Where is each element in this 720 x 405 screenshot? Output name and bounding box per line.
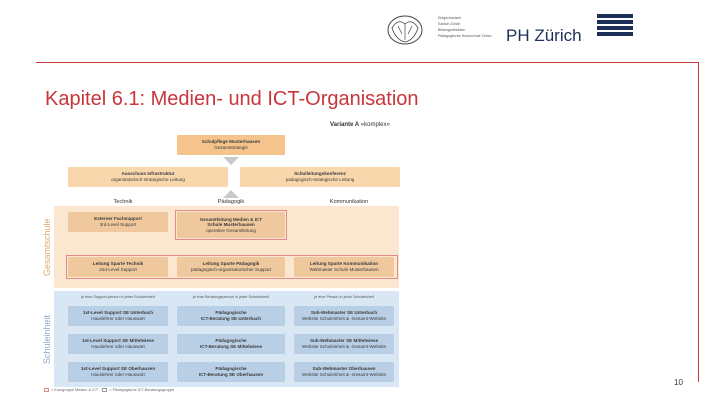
unit-note: je eine Support-person in jeder Schuleinheit — [81, 295, 155, 299]
unit-note: je eine Beratungsperson in jeder Schuleinheit — [192, 295, 270, 299]
box-title: Pädagogische — [215, 310, 247, 316]
legend-item: = Kurzgruppe Medien & ICT — [51, 388, 99, 392]
box-externer-fachsupport — [68, 212, 168, 232]
box-schulpflege — [177, 135, 285, 155]
box-title: Externer Fachsupport — [94, 216, 142, 222]
box-sub: Website Schuleinheit & -Gesamt-Website — [301, 344, 387, 349]
col-head-kommunikation: Kommunikation — [329, 199, 369, 205]
box-sub: 3rd-Level Support — [99, 222, 137, 227]
box-title-line2: ICT-Beratung SE Oberhausen — [198, 372, 264, 377]
box-support-mittelwiese — [68, 334, 168, 354]
canton-seal-icon — [384, 14, 426, 46]
ph-logo-bars-icon — [597, 14, 633, 38]
side-label-gesamtschule: Gesamtschule — [42, 218, 52, 276]
box-title: Schulleitungskonferenz — [294, 171, 346, 177]
diagram-legend — [44, 388, 174, 392]
box-sub: Website Schuleinheit & -Gesamt-Website — [301, 316, 387, 321]
arrow-down-icon — [223, 157, 239, 165]
box-title-line2: ICT-Beratung SE Mittelwiese — [199, 344, 263, 349]
box-title-line2: Schule Musterhausen — [207, 222, 255, 228]
frame-right-line — [698, 62, 699, 382]
page-title: Kapitel 6.1: Medien- und ICT-Organisation — [45, 88, 419, 110]
box-title: Schulpflege Musterhausen — [201, 139, 261, 145]
box-title: Leitung Sparte Pädagogik — [202, 261, 260, 267]
box-title: Sub-Webmaster SE Unterbach — [310, 310, 378, 316]
box-sub: organisatorisch-strategische Leitung — [111, 177, 185, 182]
box-title-line2: ICT-Beratung SE Unterbach — [200, 316, 262, 321]
highlight-frame — [175, 210, 287, 240]
box-support-unterbach — [68, 306, 168, 326]
box-title: Pädagogische — [215, 366, 247, 372]
box-webmaster-oberhausen — [294, 362, 394, 382]
variant-label — [330, 122, 390, 128]
box-title: Gesamtleitung Medien & ICT — [199, 216, 263, 222]
box-title: 1st-Level Support SE Mittelwiese — [82, 338, 154, 344]
legend-swatch-icon — [102, 388, 107, 392]
side-label-schuleinheit: Schuleinheit — [42, 314, 52, 364]
institution-line: Eidgenössisch — [438, 16, 462, 20]
unit-note: je eine Person in jeder Schuleinheit — [314, 295, 374, 299]
box-beratung-oberhausen — [177, 362, 285, 382]
col-head-technik: Technik — [113, 199, 133, 205]
highlight-frame — [66, 255, 398, 279]
col-head-paedagogik: Pädagogik — [217, 199, 245, 205]
legend-swatch-icon — [44, 388, 49, 392]
ph-zurich-logo-text: PH Zürich — [506, 26, 582, 45]
org-diagram — [44, 118, 404, 388]
box-sub: operative Gesamtleitung — [206, 227, 256, 233]
box-title: Sub-Webmaster Oberhausen — [312, 366, 376, 372]
box-webmaster-unterbach — [294, 306, 394, 326]
box-title: 1st-Level Support SE Oberhausen — [80, 366, 156, 372]
box-title: Ausschuss Infrastruktur — [121, 171, 175, 177]
box-sub: Hauslehrer oder Hauswart — [91, 372, 145, 377]
box-beratung-unterbach — [177, 306, 285, 326]
box-schulleitungskonferenz — [240, 167, 400, 187]
box-sub: Gesamtstrategie — [214, 145, 248, 150]
box-sub: Hauslehrer oder Hauswart — [91, 344, 145, 349]
box-beratung-mittelwiese — [177, 334, 285, 354]
box-sub: Webmaster Schule Musterhausen — [309, 267, 379, 272]
page-number: 10 — [674, 378, 683, 387]
box-title: Pädagogische — [215, 338, 247, 344]
box-sub: Website Schuleinheit & -Gesamt-Website — [301, 372, 387, 377]
box-sub: 2nd-Level Support — [99, 267, 137, 272]
box-support-oberhausen — [68, 362, 168, 382]
institution-line: Kanton Zürich — [438, 22, 461, 26]
institution-line: Bildungsdirektion — [438, 28, 466, 32]
box-sub: pädagogisch-strategische Leitung — [285, 177, 355, 182]
box-webmaster-mittelwiese — [294, 334, 394, 354]
arrow-up-icon — [223, 190, 239, 198]
box-title: Leitung Sparte Kommunikation — [309, 261, 379, 267]
box-title: 1st-Level Support SE Unterbach — [82, 310, 154, 316]
box-sub: Hauslehrer oder Hauswart — [91, 316, 145, 321]
institution-line: Pädagogische Hochschule Zürich — [438, 34, 492, 38]
box-title: Leitung Sparte Technik — [92, 261, 144, 267]
header-divider — [36, 62, 699, 63]
box-sub: pädagogisch-organisatorischer Support — [190, 267, 272, 272]
box-title: Sub-Webmaster SE Mittelwiese — [309, 338, 379, 344]
legend-item: = Pädagogische ICT-Beratungsgruppe — [109, 388, 175, 392]
box-ausschuss — [68, 167, 228, 187]
variant-sub: «komplex» — [360, 122, 390, 128]
institution-text — [438, 15, 498, 39]
variant-title: Variante A — [330, 122, 360, 128]
